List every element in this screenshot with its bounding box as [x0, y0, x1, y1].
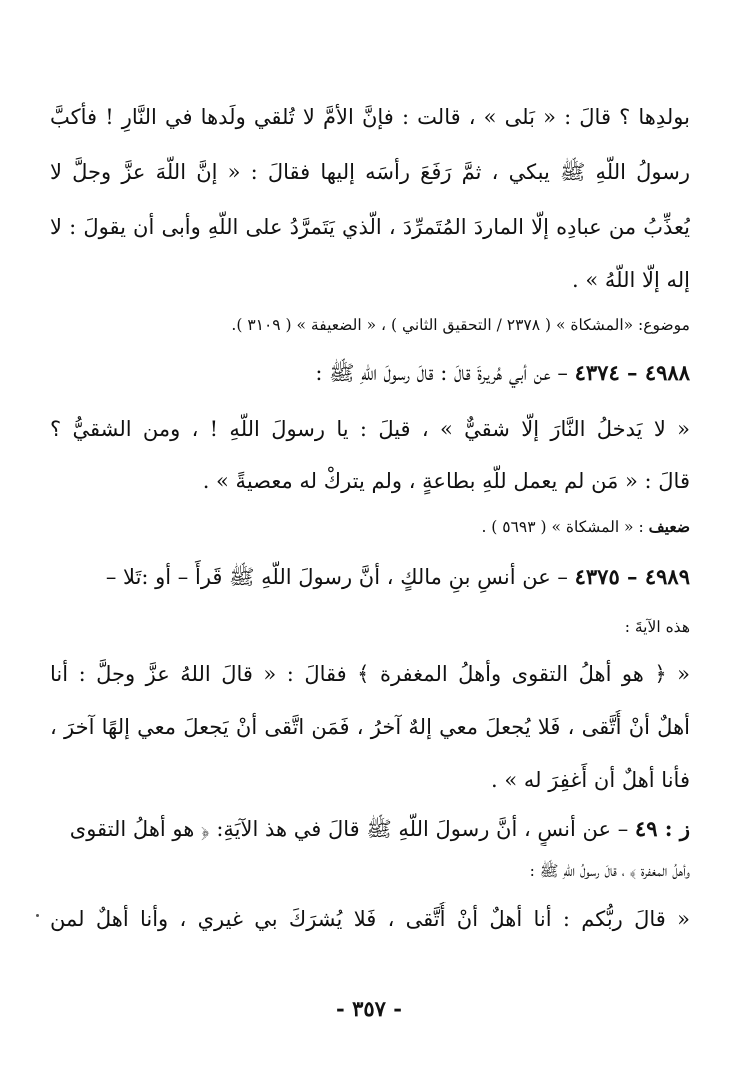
- grading-line-4988: [50, 514, 690, 540]
- text-line-4: إله إلّا اللّهُ » .: [572, 268, 690, 292]
- text-line-14: فأنا أهلٌ أن أَغفِرَ له » .: [490, 768, 690, 792]
- text-line-12: « ﴿ هو أهلُ التقوى وأهلُ المغفرة ﴾ فقالَ : « قالَ اللهُ عزَّ وجلَّ : أنا: [50, 662, 690, 686]
- hadith-4989-header: [50, 560, 690, 594]
- text-line-7: « لا يَدخلُ النَّارَ إلّا شقيٌّ » ، قيلَ : يا رسولَ اللّهِ ! ، ومن الشقيُّ ؟: [50, 417, 690, 441]
- text-line-16: وأهلُ المغفرة ﴾ ، قالَ رسولُ اللّهِ ﷺ :: [529, 862, 690, 880]
- grade-label: ضعيف: [648, 517, 690, 536]
- text-line-17: « قالَ ربُّكم : أنا أهلٌ أنْ أُتَّقى ، فَلا يُشرَكَ بي غيري ، وأنا أهلٌ لمن: [50, 907, 690, 931]
- text-line-13: أهلٌ أنْ أُتَّقى ، فَلا يُجعلَ معي إلهٌ آخرُ ، فَمَن اتَّقى أنْ يَجعلَ معي إلهًا آخرَ ،: [50, 715, 690, 739]
- grading-line-4987: موضوع: «المشكاة » ( ٢٣٧٨ / التحقيق الثاني ) ، « الضعيفة » ( ٣١٠٩ ).: [231, 316, 690, 334]
- hadith-number-4988: ٤٩٨٨ – ٤٣٧٤: [574, 360, 690, 385]
- hadith-number-4989: ٤٩٨٩ – ٤٣٧٥: [574, 564, 690, 589]
- hadith-4988-chain: – عن أبي هُريرةَ قالَ : قالَ رسولَ اللّهِ ﷺ :: [315, 361, 568, 385]
- grade-reference: : « المشكاة » ( ٥٦٩٣ ) .: [481, 518, 644, 536]
- text-line-3: يُعذِّبُ من عبادِه إلّا الماردَ المُتَمرِّدَ ، الّذي يَتَمرَّدُ على اللّهِ وأبى أن يقولَ : لا: [50, 215, 690, 239]
- text-line-8: قالَ : « مَن لم يعمل للّهِ بطاعةٍ ، ولم يتركْ له معصيةً » .: [202, 469, 690, 493]
- hadith-4989-chain: – عن أنسِ بنِ مالكٍ ، أنَّ رسولَ اللّهِ ﷺ قَرأَ – أو :تَلا –: [105, 565, 568, 589]
- text-line-2: رسولُ اللّهِ ﷺ يبكي ، ثمَّ رَفَعَ رأسَه إليها فقالَ : « إنَّ اللّهَ عزَّ وجلَّ لا: [50, 160, 690, 184]
- hadith-4988-header: [50, 356, 690, 390]
- page-number: - ٣٥٧ -: [336, 996, 402, 1021]
- ziyada-label: ز : ٤٩: [634, 816, 690, 841]
- ziyada-header: [50, 812, 690, 846]
- ziyada-chain: – عن أنسٍ ، أنَّ رسولَ اللّهِ ﷺ قالَ في هذ الآيَةِ: ﴿ هو أهلُ التقوى: [69, 817, 629, 841]
- margin-dot: [36, 914, 39, 917]
- text-line-1: بولدِها ؟ قالَ : « بَلى » ، قالت : فإنَّ الأمَّ لا تُلقي ولَدها في النَّارِ ! فأكبَّ: [50, 105, 690, 129]
- text-line-11: هذه الآيةَ :: [624, 618, 690, 636]
